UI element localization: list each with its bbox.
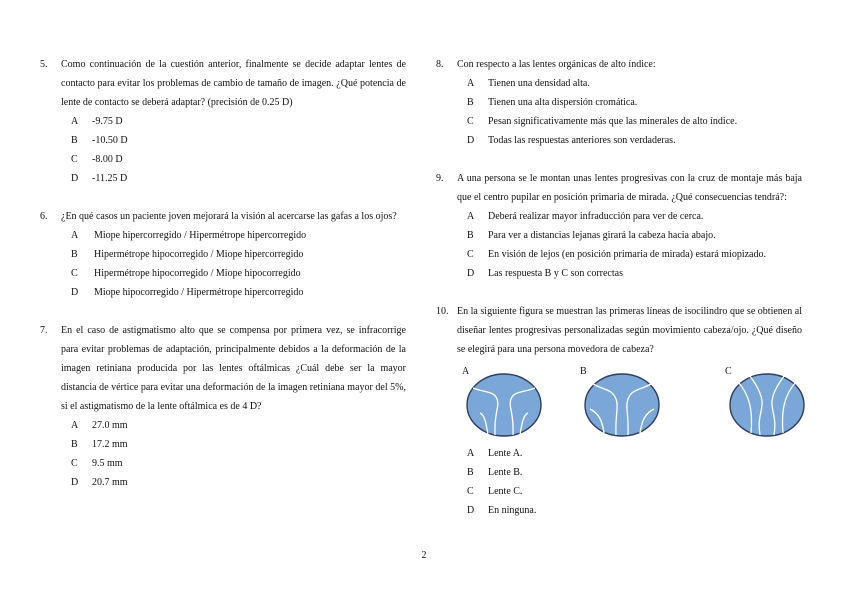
- option-c: [61, 150, 406, 169]
- options-list: [61, 416, 406, 492]
- option-text: En visión de lejos (en posición primaria de mirada) estará miopizado.: [488, 249, 766, 260]
- option-text: Lente C.: [488, 486, 523, 497]
- options-list: [457, 444, 802, 520]
- option-d: [61, 169, 406, 188]
- option-text: Pesan significativamente más que las minerales de alto índice.: [488, 116, 738, 127]
- option-c: [457, 245, 802, 264]
- lens-label: A: [462, 366, 470, 377]
- option-letter: D: [467, 268, 475, 279]
- options-list: [457, 207, 802, 283]
- question-number: 10.: [436, 306, 449, 317]
- option-text: Tienen una alta dispersión cromática.: [488, 97, 638, 108]
- question-10: [436, 302, 802, 520]
- option-letter: D: [71, 287, 79, 298]
- option-a: [457, 444, 802, 463]
- option-a: [61, 416, 406, 435]
- option-d: [61, 473, 406, 492]
- option-d: [457, 264, 802, 283]
- option-text: Deberá realizar mayor infraducción para ver de cerca.: [488, 211, 704, 222]
- option-letter: D: [71, 477, 79, 488]
- option-letter: A: [71, 230, 79, 241]
- question-number: 6.: [40, 211, 48, 222]
- options-list: [61, 226, 406, 302]
- option-text: Miope hipocorregido / Hipermétrope hipercorregido: [94, 287, 304, 298]
- question-text: ¿En qué casos un paciente joven mejorará la visión al acercarse las gafas a los ojos?: [61, 211, 397, 222]
- option-letter: C: [71, 458, 78, 469]
- lens-c-figure: [725, 366, 807, 439]
- option-letter: B: [467, 467, 474, 478]
- lens-c-image: [727, 369, 807, 439]
- option-letter: A: [71, 420, 79, 431]
- option-c: [457, 482, 802, 501]
- option-c: [457, 112, 802, 131]
- question-text: Como continuación de la cuestión anterior, finalmente se decide adaptar lentes de contacto para evitar los problemas de cambio de tamaño de imagen. ¿Qué potencia de lente de contacto se deberá adaptar? (precisión de 0.25 D): [61, 59, 406, 108]
- option-c: [61, 454, 406, 473]
- option-text: Para ver a distancias lejanas girará la cabeza hacia abajo.: [488, 230, 716, 241]
- question-text: En el caso de astigmatismo alto que se compensa por primera vez, se infracorrige para evitar problemas de adaptación, principalmente debidos a la deformación de la imagen retiniana producida por las lentes oftálmicas ¿Cuál debe ser la mayor distancia de vértice para evitar una deformación de la imagen retiniana mayor del 5%, si el astigmatismo de la lente oftálmica es de 4 D?: [61, 325, 406, 412]
- option-letter: A: [467, 211, 475, 222]
- option-text: Lente A.: [488, 448, 523, 459]
- option-text: Hipermétrope hipocorregido / Miope hipercorregido: [94, 249, 304, 260]
- option-letter: C: [71, 268, 78, 279]
- option-text: Las respuesta B y C son correctas: [488, 268, 623, 279]
- option-text: 20.7 mm: [92, 477, 128, 488]
- lens-a-image: [464, 369, 544, 439]
- option-text: Miope hipercorregido / Hipermétrope hipercorregido: [94, 230, 307, 241]
- option-letter: B: [467, 230, 474, 241]
- option-text: 27.0 mm: [92, 420, 128, 431]
- option-text: Lente B.: [488, 467, 523, 478]
- question-7: [40, 321, 406, 492]
- option-text: 9.5 mm: [92, 458, 123, 469]
- options-list: [457, 74, 802, 150]
- option-letter: B: [467, 97, 474, 108]
- question-text: A una persona se le montan unas lentes progresivas con la cruz de montaje más baja que el centro pupilar en posición primaria de mirada. ¿Qué consecuencias tendrá?:: [457, 173, 802, 203]
- question-5: [40, 55, 406, 188]
- option-a: [457, 74, 802, 93]
- option-text: -11.25 D: [92, 173, 128, 184]
- page-number: 2: [421, 550, 427, 561]
- option-d: [457, 501, 802, 520]
- option-a: [457, 207, 802, 226]
- option-text: Todas las respuestas anteriores son verdaderas.: [488, 135, 676, 146]
- option-b: [61, 435, 406, 454]
- option-text: En ninguna.: [488, 505, 537, 516]
- isocylinder-figure: [457, 365, 802, 440]
- option-b: [61, 131, 406, 150]
- option-text: Hipermétrope hipocorregido / Miope hipocorregido: [94, 268, 301, 279]
- option-b: [457, 463, 802, 482]
- option-text: -9.75 D: [92, 116, 123, 127]
- option-b: [61, 245, 406, 264]
- question-number: 5.: [40, 59, 48, 70]
- option-letter: C: [467, 249, 474, 260]
- option-letter: B: [71, 135, 78, 146]
- option-a: [61, 226, 406, 245]
- option-b: [457, 93, 802, 112]
- question-text: Con respecto a las lentes orgánicas de alto índice:: [457, 59, 656, 70]
- option-letter: A: [467, 448, 475, 459]
- option-d: [61, 283, 406, 302]
- option-letter: B: [71, 439, 78, 450]
- lens-b-figure: [580, 366, 662, 439]
- left-column: [40, 55, 406, 492]
- right-column: [436, 55, 802, 520]
- question-text: En la siguiente figura se muestran las primeras líneas de isocilindro que se obtienen al diseñar lentes progresivas personalizadas según movimiento cabeza/ojo. ¿Qué diseño se elegirá para una persona movedora de cabeza?: [457, 306, 802, 355]
- option-c: [61, 264, 406, 283]
- option-text: 17.2 mm: [92, 439, 128, 450]
- option-text: -10.50 D: [92, 135, 128, 146]
- options-list: [61, 112, 406, 188]
- option-letter: B: [71, 249, 78, 260]
- question-6: [40, 207, 406, 302]
- option-a: [61, 112, 406, 131]
- question-number: 9.: [436, 173, 444, 184]
- option-letter: C: [71, 154, 78, 165]
- lens-label: B: [580, 366, 587, 377]
- option-text: -8.00 D: [92, 154, 123, 165]
- option-text: Tienen una densidad alta.: [488, 78, 590, 89]
- lens-b-image: [582, 369, 662, 439]
- option-letter: D: [71, 173, 79, 184]
- option-b: [457, 226, 802, 245]
- question-number: 7.: [40, 325, 48, 336]
- option-letter: D: [467, 505, 475, 516]
- lens-a-figure: [462, 366, 544, 439]
- option-letter: A: [71, 116, 79, 127]
- lens-label: C: [725, 366, 732, 377]
- option-d: [457, 131, 802, 150]
- option-letter: A: [467, 78, 475, 89]
- option-letter: C: [467, 486, 474, 497]
- question-8: [436, 55, 802, 150]
- question-number: 8.: [436, 59, 444, 70]
- option-letter: D: [467, 135, 475, 146]
- option-letter: C: [467, 116, 474, 127]
- question-9: [436, 169, 802, 283]
